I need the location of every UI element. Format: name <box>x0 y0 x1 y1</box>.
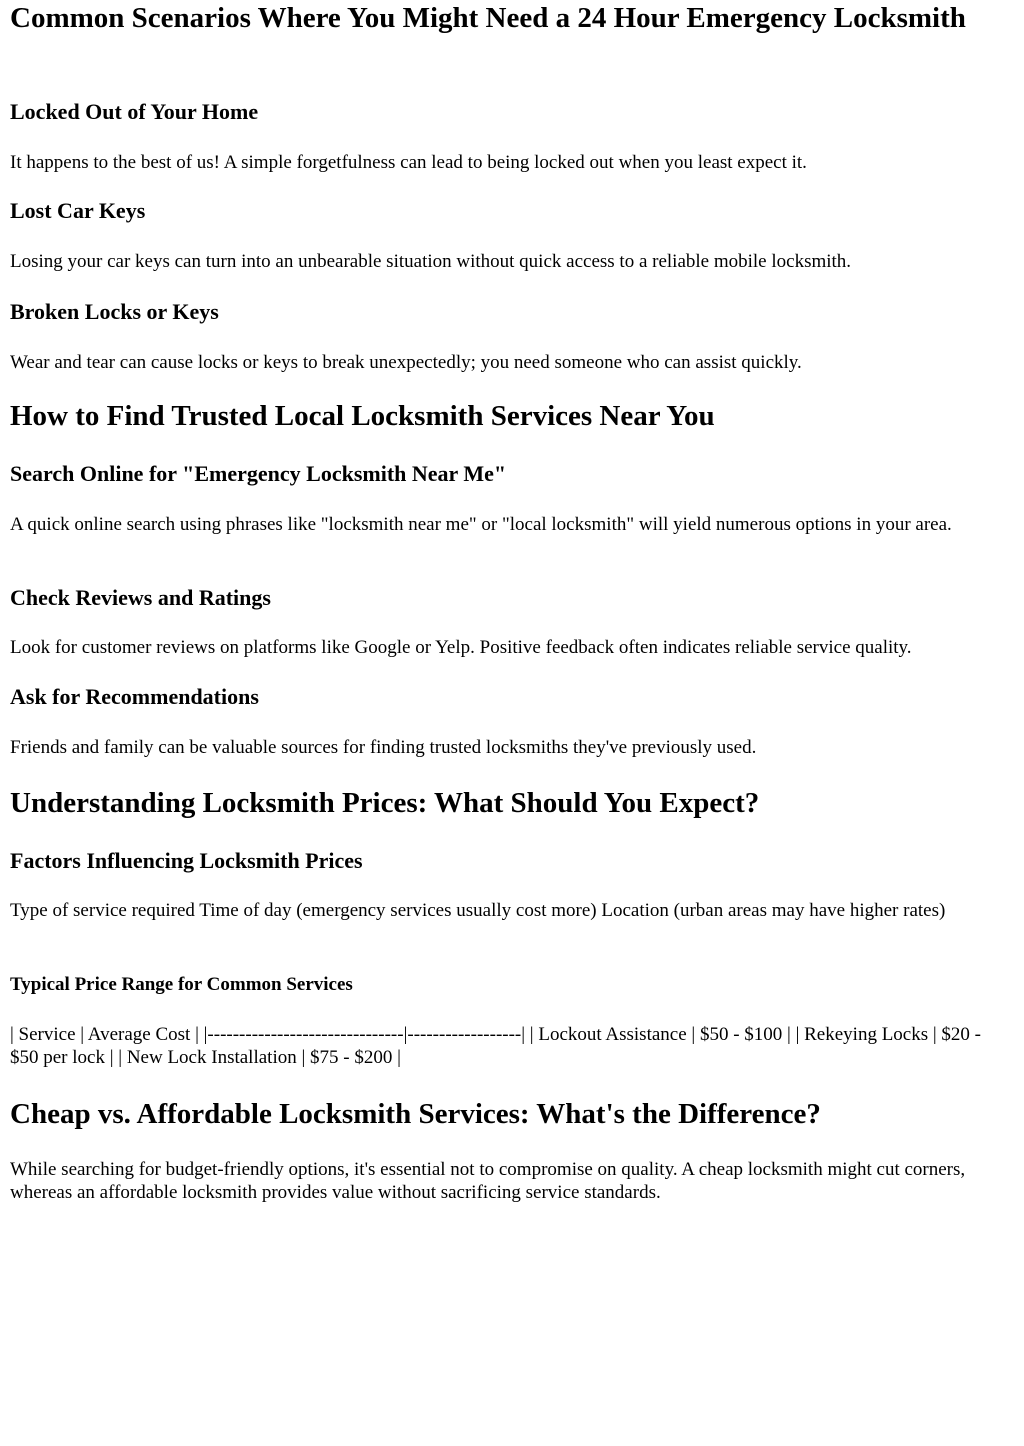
subsection-heading: Broken Locks or Keys <box>10 299 219 324</box>
paragraph: Wear and tear can cause locks or keys to break unexpectedly; you need someone who can assist quickly. <box>10 352 802 373</box>
minor-heading: Typical Price Range for Common Services <box>10 974 353 995</box>
section-title: Cheap vs. Affordable Locksmith Services: What's the Difference? <box>10 1098 821 1130</box>
paragraph: Losing your car keys can turn into an unbearable situation without quick access to a reliable mobile locksmith. <box>10 251 852 272</box>
section-title: Common Scenarios Where You Might Need a 24 Hour Emergency Locksmith <box>10 2 966 34</box>
section-title: Understanding Locksmith Prices: What Should You Expect? <box>10 787 760 819</box>
subsection-heading: Factors Influencing Locksmith Prices <box>10 848 363 873</box>
paragraph: Look for customer reviews on platforms like Google or Yelp. Positive feedback often indicates reliable service quality. <box>10 637 912 658</box>
section-title: How to Find Trusted Local Locksmith Services Near You <box>10 400 715 432</box>
paragraph: Friends and family can be valuable sources for finding trusted locksmiths they've previously used. <box>10 737 757 758</box>
subsection-heading: Ask for Recommendations <box>10 684 259 709</box>
paragraph: It happens to the best of us! A simple forgetfulness can lead to being locked out when you least expect it. <box>10 152 807 173</box>
paragraph: Type of service required Time of day (emergency services usually cost more) Location (urban areas may have higher rates) <box>10 900 946 921</box>
subsection-heading: Check Reviews and Ratings <box>10 585 271 610</box>
subsection-heading: Locked Out of Your Home <box>10 99 259 124</box>
subsection-heading: Search Online for "Emergency Locksmith Near Me" <box>10 461 507 486</box>
paragraph: While searching for budget-friendly options, it's essential not to compromise on quality. A cheap locksmith might cut corners, whereas an affordable locksmith provides value without sacrificing service standards. <box>10 1159 966 1203</box>
subsection-heading: Lost Car Keys <box>10 198 146 223</box>
paragraph: A quick online search using phrases like "locksmith near me" or "local locksmith" will yield numerous options in your area. <box>10 514 952 535</box>
price-table-text: | Service | Average Cost | |-------------------------------|------------------| | Lockout Assistance | $50 - $100 | | Rekeying Locks | $20 - $50 per lock | | New Lock Installation | $75 - $200 | <box>10 1024 982 1068</box>
